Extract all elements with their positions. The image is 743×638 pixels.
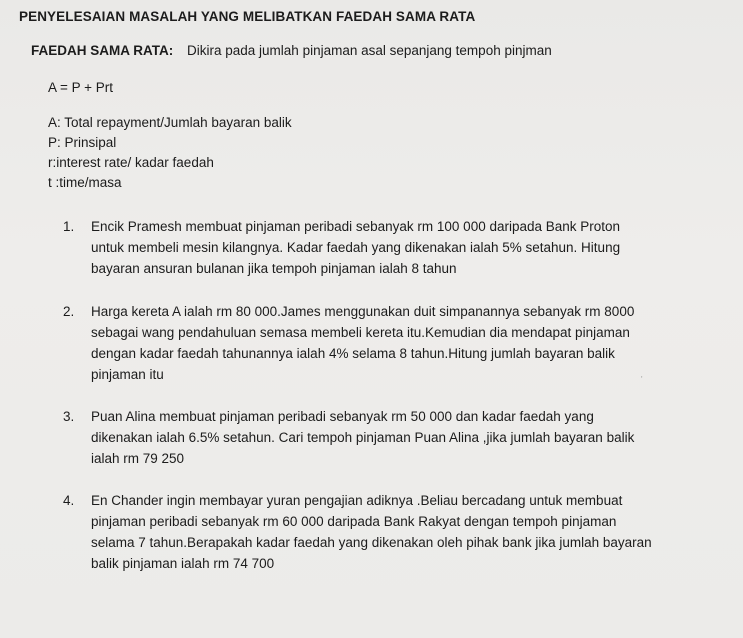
- legend-item-r: r:interest rate/ kadar faedah: [48, 155, 214, 170]
- question-number: 2.: [63, 304, 75, 319]
- question-line: untuk membeli mesin kilangnya. Kadar faedah yang dikenakan ialah 5% setahun. Hitung: [91, 240, 621, 255]
- question-line: ialah rm 79 250: [91, 451, 185, 466]
- question-line: sebagai wang pendahuluan semasa membeli kereta itu.Kemudian dia mendapat pinjaman: [91, 325, 630, 340]
- question-line: dengan kadar faedah tahunannya ialah 4% selama 8 tahun.Hitung jumlah bayaran balik: [91, 346, 615, 361]
- question-text: [91, 301, 723, 385]
- stray-mark: ': [641, 375, 643, 384]
- legend-item-p: P: Prinsipal: [48, 135, 117, 150]
- question-2: [63, 301, 723, 385]
- question-line: bayaran ansuran bulanan jika tempoh pinjaman ialah 8 tahun: [91, 261, 457, 276]
- page-title: PENYELESAIAN MASALAH YANG MELIBATKAN FAEDAH SAMA RATA: [19, 9, 476, 24]
- definition-label: FAEDAH SAMA RATA:: [31, 43, 174, 58]
- question-4: [63, 490, 723, 574]
- question-text: [91, 490, 723, 574]
- question-line: pinjaman peribadi sebanyak rm 60 000 daripada Bank Rakyat dengan tempoh pinjaman: [91, 514, 617, 529]
- formula: A = P + Prt: [48, 80, 114, 95]
- definition-text: Dikira pada jumlah pinjaman asal sepanjang tempoh pinjman: [187, 43, 552, 58]
- question-text: [91, 406, 723, 469]
- question-line: pinjaman itu: [91, 367, 164, 382]
- definition: [31, 43, 552, 58]
- question-number: 3.: [63, 409, 75, 424]
- question-line: Puan Alina membuat pinjaman peribadi sebanyak rm 50 000 dan kadar faedah yang: [91, 409, 594, 424]
- question-line: selama 7 tahun.Berapakah kadar faedah yang dikenakan oleh pihak bank jika jumlah bayaran: [91, 535, 652, 550]
- legend-item-a: A: Total repayment/Jumlah bayaran balik: [48, 115, 292, 130]
- question-line: En Chander ingin membayar yuran pengajian adiknya .Beliau bercadang untuk membuat: [91, 493, 623, 508]
- question-line: dikenakan ialah 6.5% setahun. Cari tempoh pinjaman Puan Alina ,jika jumlah bayaran balik: [91, 430, 635, 445]
- question-3: [63, 406, 723, 469]
- question-line: Encik Pramesh membuat pinjaman peribadi sebanyak rm 100 000 daripada Bank Proton: [91, 219, 621, 234]
- question-number: 4.: [63, 493, 75, 508]
- variable-legend: [48, 113, 292, 193]
- question-line: balik pinjaman ialah rm 74 700: [91, 556, 275, 571]
- question-text: [91, 216, 723, 279]
- question-line: Harga kereta A ialah rm 80 000.James menggunakan duit simpanannya sebanyak rm 8000: [91, 304, 635, 319]
- question-number: 1.: [63, 219, 75, 234]
- legend-item-t: t :time/masa: [48, 175, 122, 190]
- question-1: [63, 216, 723, 279]
